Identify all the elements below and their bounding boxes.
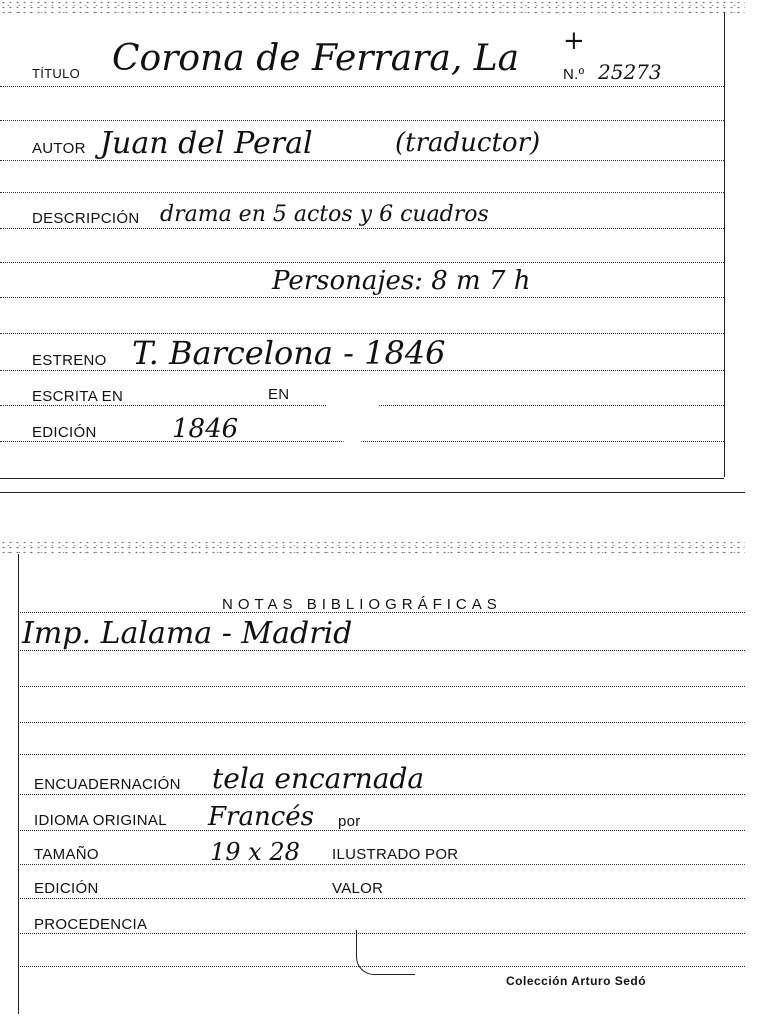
scan-divider	[0, 492, 745, 493]
footer-collection: Colección Arturo Sedó	[506, 974, 647, 988]
rule-line	[18, 898, 745, 899]
rule-line	[18, 612, 745, 613]
rule-line	[18, 864, 745, 865]
estreno-label: ESTRENO	[32, 352, 107, 369]
rule-line	[18, 794, 745, 795]
por-label: por	[338, 813, 361, 830]
card-edge-speckle	[0, 0, 745, 14]
titulo-label: TÍTULO	[32, 66, 81, 81]
card-edge-speckle	[0, 540, 745, 554]
edicion-label: EDICIÓN	[34, 880, 99, 897]
en-label: EN	[268, 386, 290, 403]
cross-mark: +	[563, 26, 585, 56]
catalog-card-bottom	[0, 540, 745, 1020]
numero-value: 25273	[598, 60, 662, 84]
card-left-border	[18, 554, 19, 1014]
idioma-value: Francés	[208, 802, 315, 832]
autor-note: (traductor)	[395, 128, 541, 158]
catalog-card-top	[0, 0, 745, 490]
encuadernacion-label: ENCUADERNACIÓN	[34, 776, 181, 793]
rule-line	[0, 228, 724, 229]
edicion-label: EDICIÓN	[32, 424, 97, 441]
rule-line	[0, 86, 724, 87]
card-right-border	[724, 12, 725, 477]
rule-line	[18, 966, 745, 967]
tamano-label: TAMAÑO	[34, 846, 99, 863]
personajes-value: Personajes: 8 m 7 h	[272, 266, 531, 296]
titulo-value: Corona de Ferrara, La	[112, 38, 520, 79]
autor-value: Juan del Peral	[100, 126, 313, 161]
card-bottom-edge	[0, 478, 724, 479]
rule-line	[0, 370, 724, 371]
numero-label: N.º	[563, 66, 585, 83]
edicion-value: 1846	[172, 414, 239, 444]
descripcion-value: drama en 5 actos y 6 cuadros	[160, 202, 489, 227]
paper-tear-mark	[356, 930, 415, 975]
rule-line	[18, 754, 745, 755]
idioma-label: IDIOMA ORIGINAL	[34, 812, 167, 829]
valor-label: VALOR	[332, 880, 384, 897]
encuadernacion-value: tela encarnada	[212, 762, 425, 795]
autor-label: AUTOR	[32, 140, 86, 157]
rule-line	[0, 262, 724, 263]
rule-line	[18, 722, 745, 723]
estreno-value: T. Barcelona - 1846	[132, 334, 446, 372]
notas-header: NOTAS BIBLIOGRÁFICAS	[222, 596, 502, 613]
rule-line	[18, 686, 745, 687]
descripcion-label: DESCRIPCIÓN	[32, 210, 140, 227]
rule-line	[0, 120, 724, 121]
rule-line	[0, 297, 724, 298]
escrita-label: ESCRITA EN	[32, 388, 124, 405]
paper-blemish	[325, 385, 380, 443]
ilustrado-label: ILUSTRADO POR	[332, 846, 459, 863]
rule-line	[0, 160, 724, 161]
rule-line	[0, 192, 724, 193]
procedencia-label: PROCEDENCIA	[34, 916, 148, 933]
rule-line	[18, 830, 745, 831]
notas-line1: Imp. Lalama - Madrid	[22, 616, 353, 651]
tamano-value: 19 x 28	[210, 838, 300, 866]
rule-line	[18, 650, 745, 651]
